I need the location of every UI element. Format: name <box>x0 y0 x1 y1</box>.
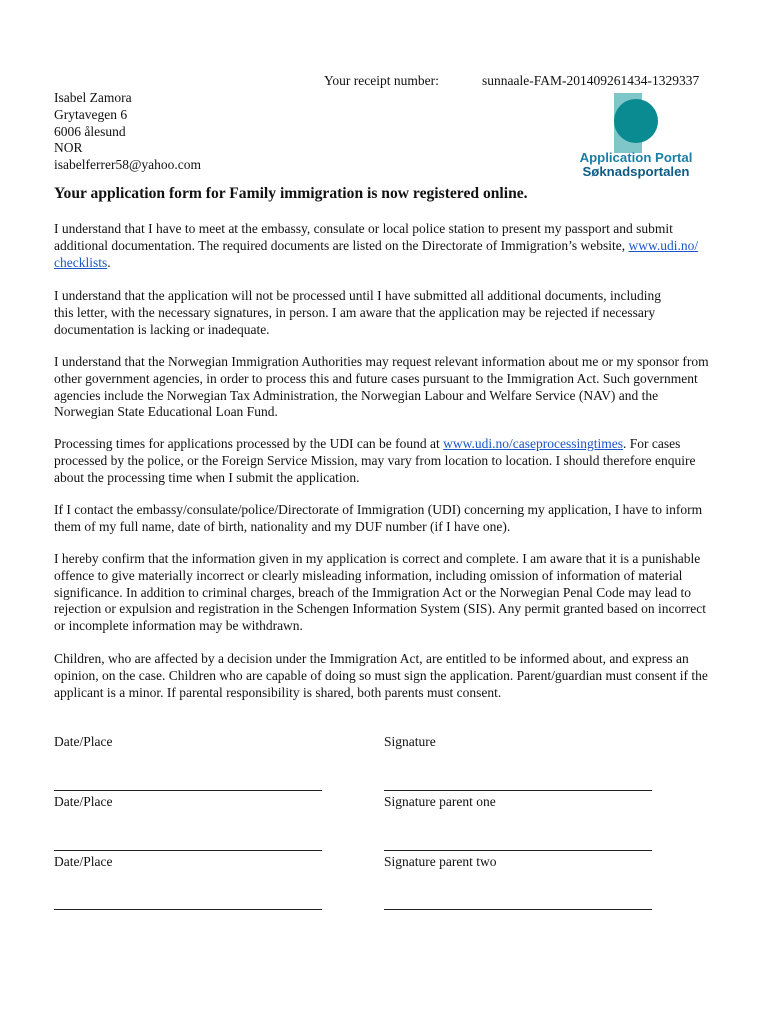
logo-text-norwegian: Søknadsportalen <box>582 164 690 179</box>
date-place-label: Date/Place <box>54 794 113 809</box>
portal-logo-icon <box>614 93 658 153</box>
processing-times-link[interactable]: www.udi.no/caseprocessingtimes <box>443 436 623 451</box>
signature-parent-two-label: Signature parent two <box>384 854 497 869</box>
signature-parent-one-label: Signature parent one <box>384 794 496 809</box>
applicant-name: Isabel Zamora <box>54 90 132 105</box>
signature-parent-one-line[interactable] <box>384 850 652 851</box>
receipt-label: Your receipt number: <box>324 73 439 88</box>
applicant-street: Grytavegen 6 <box>54 106 128 122</box>
date-place-line[interactable] <box>54 850 322 851</box>
date-place-line[interactable] <box>54 790 322 791</box>
checklists-link[interactable]: www.udi.no/ checklists <box>54 237 699 270</box>
paragraph-text: I understand that I have to meet at the embassy, consulate or local police station to present my passport and submit additional documentation. The required documents are listed on the Directorate of Immigration’s website, <box>54 221 673 253</box>
paragraph-children: Children, who are affected by a decision under the Immigration Act, are entitled to be informed about, and express an opinion, on the case. Children who are capable of doing so must sign the application. Parent/guardian must consent if the applicant is a minor. If parental responsibility is shared, both parents must consent. <box>54 651 708 700</box>
paragraph-processing: I understand that the application will not be processed until I have submitted all additional documents, including this letter, with the necessary signatures, in person. I am aware that the application may be rejected if necessary documentation is lacking or inadequate. <box>54 288 661 337</box>
page-title: Your application form for Family immigration is now registered online. <box>54 185 528 202</box>
applicant-city: 6006 ålesund <box>54 123 126 139</box>
paragraph-embassy: I understand that I have to meet at the embassy, consulate or local police station to present my passport and submit additional documentation. The required documents are listed on the Directorate of Immigration’s website, www.udi.no/ checklists. <box>54 221 699 270</box>
application-portal-logo <box>568 93 704 185</box>
signature-parent-two-line[interactable] <box>384 909 652 910</box>
paragraph-contact: If I contact the embassy/consulate/police/Directorate of Immigration (UDI) concerning my application, I have to inform them of my full name, date of birth, nationality and my DUF number (if I have one). <box>54 502 703 534</box>
date-place-label: Date/Place <box>54 734 113 749</box>
applicant-country: NOR <box>54 140 83 156</box>
applicant-email: isabelferrer58@yahoo.com <box>54 157 201 173</box>
date-place-line[interactable] <box>54 909 322 910</box>
receipt-number: sunnaale-FAM-201409261434-1329337 <box>482 73 700 88</box>
paragraph-processing-times: Processing times for applications processed by the UDI can be found at www.udi.no/caseprocessingtimes. For cases processed by the police, or the Foreign Service Mission, may vary from location to location. I should therefore enquire about the processing time when I submit the application. <box>54 436 696 485</box>
paragraph-authorities: I understand that the Norwegian Immigration Authorities may request relevant information about me or my sponsor from other government agencies, in order to process this and future cases pursuant to the Immigration Act. Such government agencies include the Norwegian Tax Administration, the Norwegian Labour and Welfare Service (NAV) and the Norwegian State Educational Loan Fund. <box>54 354 709 420</box>
applicant-address <box>54 90 201 174</box>
date-place-label: Date/Place <box>54 854 113 869</box>
logo-text-english: Application Portal <box>579 150 693 165</box>
paragraph-confirmation: I hereby confirm that the information given in my application is correct and complete. I am aware that it is a punishable offence to give materially incorrect or clearly misleading information, including omission of information of material significance. In addition to criminal charges, breach of the Immigration Act or the Norwegian Penal Code may lead to rejection or expulsion and registration in the Schengen Information System (SIS). Any permit granted based on incorrect or incomplete information may be withdrawn. <box>54 551 706 634</box>
signature-line[interactable] <box>384 790 652 791</box>
signature-label: Signature <box>384 734 436 749</box>
